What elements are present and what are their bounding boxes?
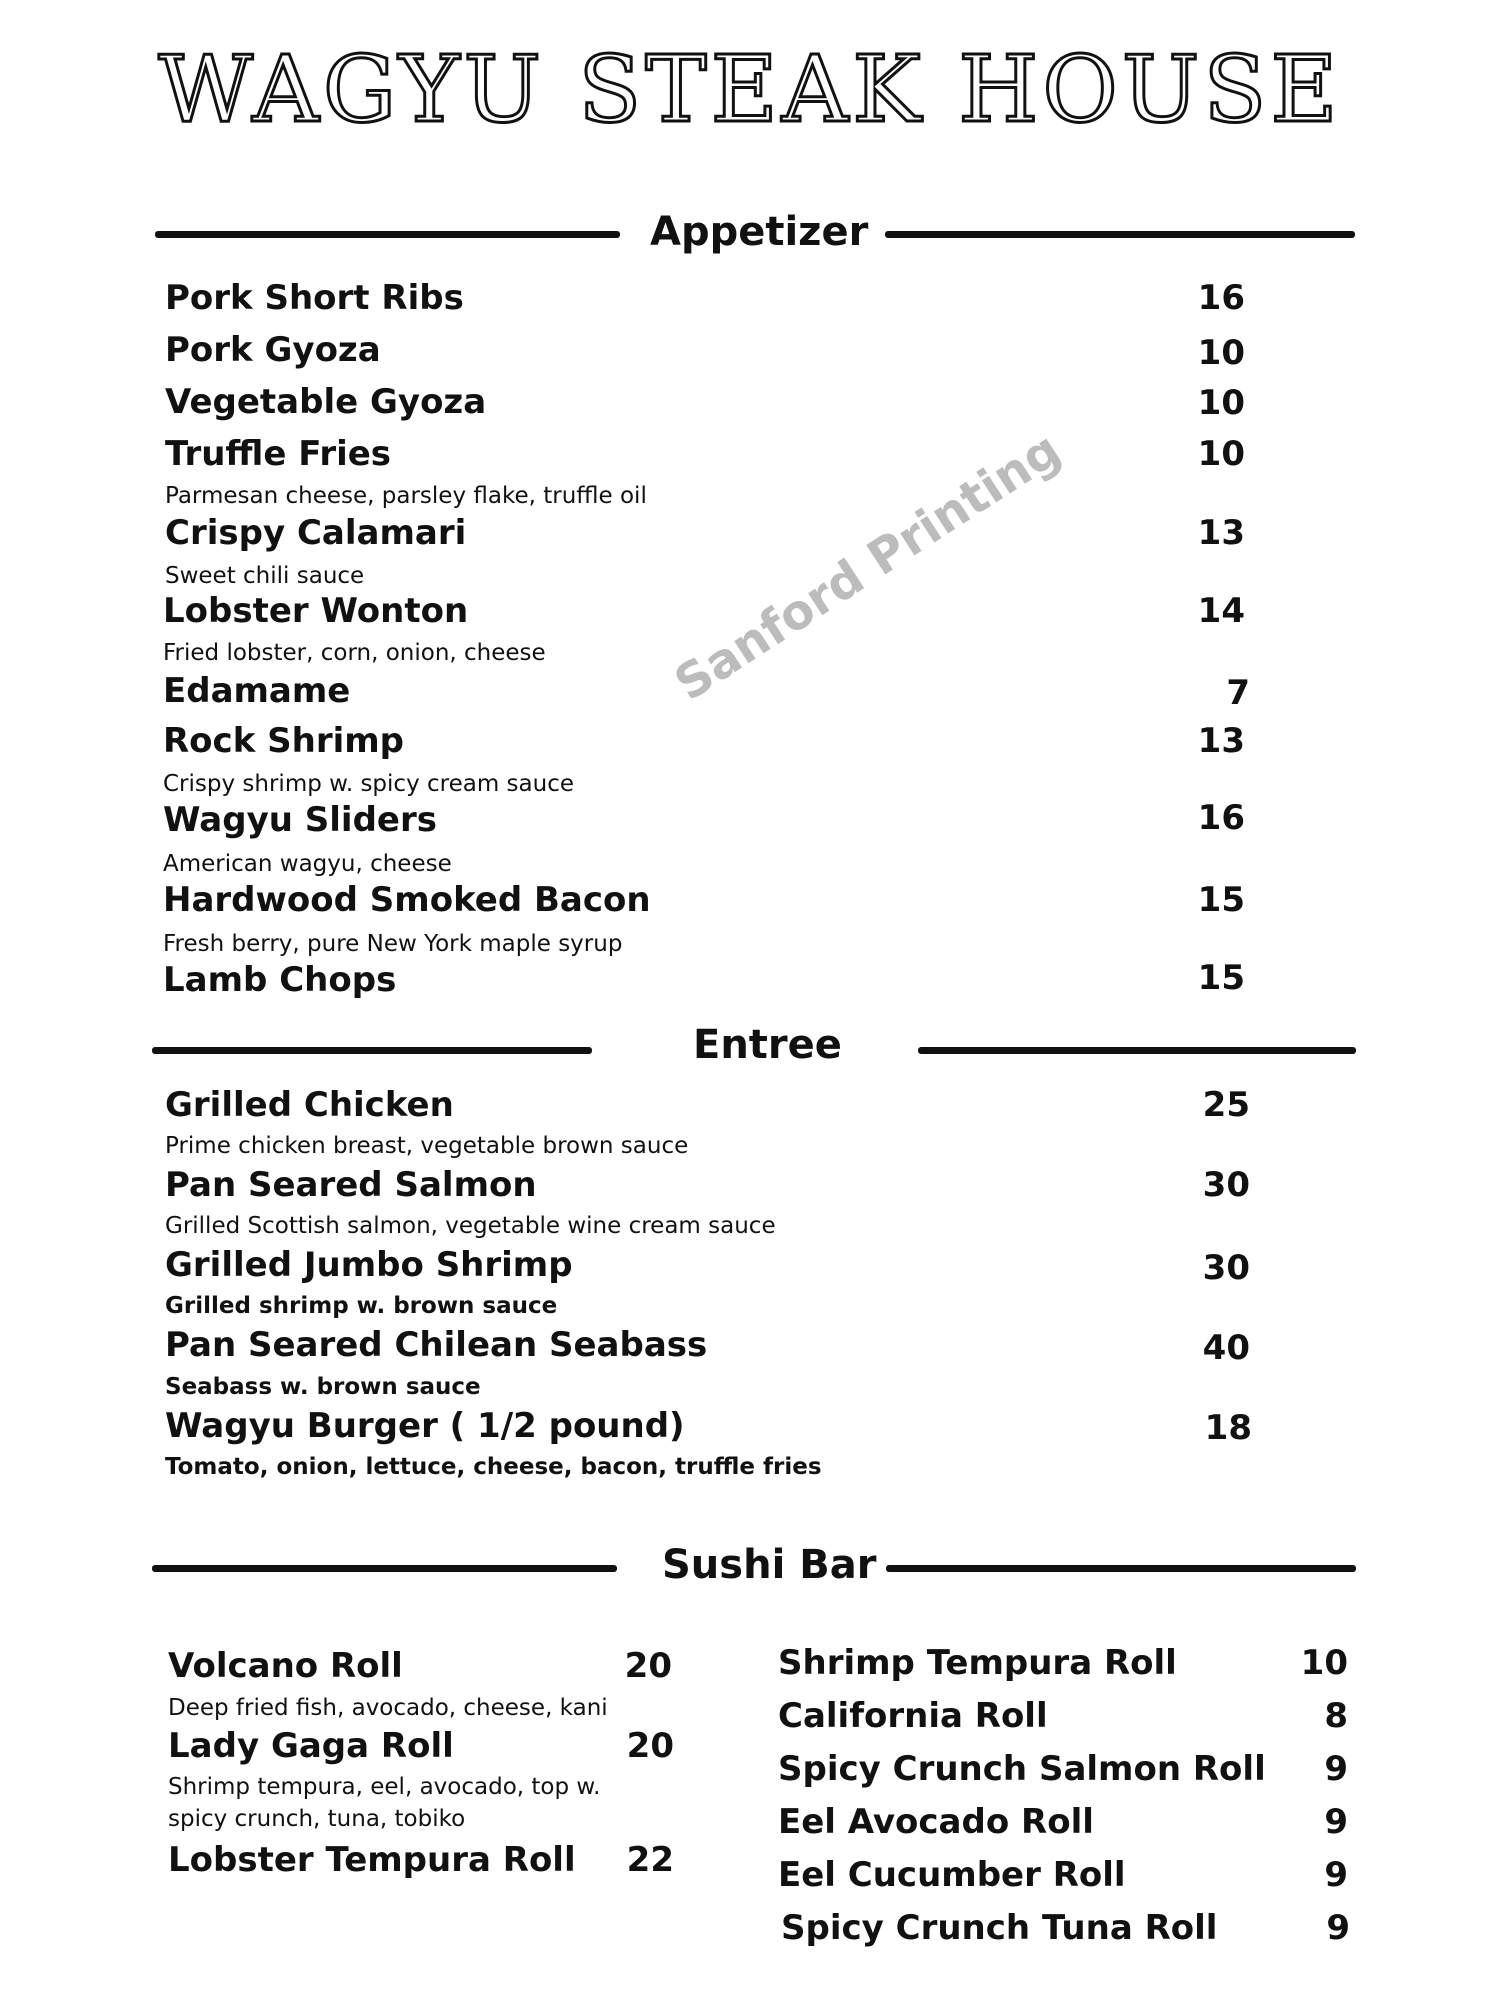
menu-item-name: Spicy Crunch Tuna Roll xyxy=(781,1908,1218,1948)
menu-item-name: Eel Avocado Roll xyxy=(778,1802,1094,1842)
menu-item-price: 15 xyxy=(1197,958,1245,998)
menu-item-description: Grilled shrimp w. brown sauce xyxy=(165,1293,558,1319)
menu-item-name: Wagyu Sliders xyxy=(163,800,437,840)
menu-item-name: Pan Seared Chilean Seabass xyxy=(165,1325,708,1365)
menu-item-description: Deep fried fish, avocado, cheese, kani xyxy=(168,1695,608,1721)
menu-item-name: Shrimp Tempura Roll xyxy=(778,1643,1177,1683)
menu-item-name: Lobster Wonton xyxy=(163,591,469,631)
menu-item-price: 10 xyxy=(1197,434,1245,474)
section-divider-left xyxy=(152,1565,617,1572)
menu-item-description: Seabass w. brown sauce xyxy=(165,1374,481,1400)
menu-item-name: Edamame xyxy=(163,671,351,711)
watermark-text: Sanford Printing xyxy=(665,421,1071,712)
menu-item-price: 14 xyxy=(1197,591,1245,631)
menu-item-description: Fresh berry, pure New York maple syrup xyxy=(163,931,623,957)
menu-item-price: 10 xyxy=(1197,333,1245,373)
menu-item-name: Lobster Tempura Roll xyxy=(168,1840,576,1880)
section-divider-right xyxy=(886,1565,1356,1572)
menu-item-description: Sweet chili sauce xyxy=(165,563,365,589)
section-title-sushi-bar: Sushi Bar xyxy=(662,1542,877,1588)
section-divider-right xyxy=(918,1047,1356,1054)
section-divider-left xyxy=(152,1047,592,1054)
menu-item-description: Prime chicken breast, vegetable brown sauce xyxy=(165,1133,689,1159)
menu-item-price: 10 xyxy=(1300,1643,1348,1683)
menu-item-price: 8 xyxy=(1324,1696,1348,1736)
menu-item-price: 9 xyxy=(1324,1855,1348,1895)
menu-item-description: Shrimp tempura, eel, avocado, top w. spicy crunch, tuna, tobiko xyxy=(168,1774,601,1832)
menu-item-price: 16 xyxy=(1197,798,1245,838)
menu-item-name: Rock Shrimp xyxy=(163,721,405,761)
menu-item-price: 40 xyxy=(1202,1328,1250,1368)
menu-item-description: Fried lobster, corn, onion, cheese xyxy=(163,640,546,666)
section-divider-left xyxy=(155,231,620,238)
menu-item-description: Grilled Scottish salmon, vegetable wine cream sauce xyxy=(165,1213,776,1239)
section-title-entree: Entree xyxy=(693,1022,842,1068)
menu-item-price: 20 xyxy=(624,1646,672,1686)
section-divider-right xyxy=(885,231,1355,238)
menu-item-price: 22 xyxy=(626,1840,674,1880)
menu-item-name: Pan Seared Salmon xyxy=(165,1165,537,1205)
menu-item-price: 25 xyxy=(1202,1085,1250,1125)
menu-item-price: 30 xyxy=(1202,1165,1250,1205)
menu-item-price: 10 xyxy=(1197,383,1245,423)
menu-item-price: 20 xyxy=(626,1726,674,1766)
menu-item-name: Hardwood Smoked Bacon xyxy=(163,880,651,920)
menu-item-price: 9 xyxy=(1324,1802,1348,1842)
section-title-appetizer: Appetizer xyxy=(650,209,869,255)
menu-item-name: Pork Short Ribs xyxy=(165,278,464,318)
menu-item-price: 7 xyxy=(1226,673,1250,713)
menu-item-name: Pork Gyoza xyxy=(165,330,381,370)
menu-item-description: American wagyu, cheese xyxy=(163,851,452,877)
menu-item-description: Tomato, onion, lettuce, cheese, bacon, truffle fries xyxy=(165,1454,822,1480)
menu-item-name: Vegetable Gyoza xyxy=(165,382,487,422)
restaurant-title: WAGYU STEAK HOUSE xyxy=(158,36,1342,143)
menu-item-name: Volcano Roll xyxy=(168,1646,403,1686)
menu-item-name: Lamb Chops xyxy=(163,960,397,1000)
menu-item-name: Wagyu Burger ( 1/2 pound) xyxy=(165,1406,685,1446)
menu-item-price: 13 xyxy=(1197,721,1245,761)
menu-item-name: Truffle Fries xyxy=(165,434,392,474)
menu-item-name: California Roll xyxy=(778,1696,1048,1736)
menu-item-price: 30 xyxy=(1202,1248,1250,1288)
menu-item-price: 16 xyxy=(1197,278,1245,318)
menu-item-name: Crispy Calamari xyxy=(165,513,467,553)
menu-item-price: 9 xyxy=(1324,1749,1348,1789)
menu-item-price: 13 xyxy=(1197,513,1245,553)
menu-item-price: 15 xyxy=(1197,880,1245,920)
menu-item-description: Crispy shrimp w. spicy cream sauce xyxy=(163,771,575,797)
menu-item-name: Grilled Chicken xyxy=(165,1085,454,1125)
menu-item-name: Spicy Crunch Salmon Roll xyxy=(778,1749,1266,1789)
menu-item-name: Grilled Jumbo Shrimp xyxy=(165,1245,573,1285)
menu-item-price: 18 xyxy=(1204,1408,1252,1448)
menu-item-name: Lady Gaga Roll xyxy=(168,1726,454,1766)
menu-item-name: Eel Cucumber Roll xyxy=(778,1855,1126,1895)
menu-item-description: Parmesan cheese, parsley flake, truffle oil xyxy=(165,483,647,509)
menu-item-price: 9 xyxy=(1326,1908,1350,1948)
